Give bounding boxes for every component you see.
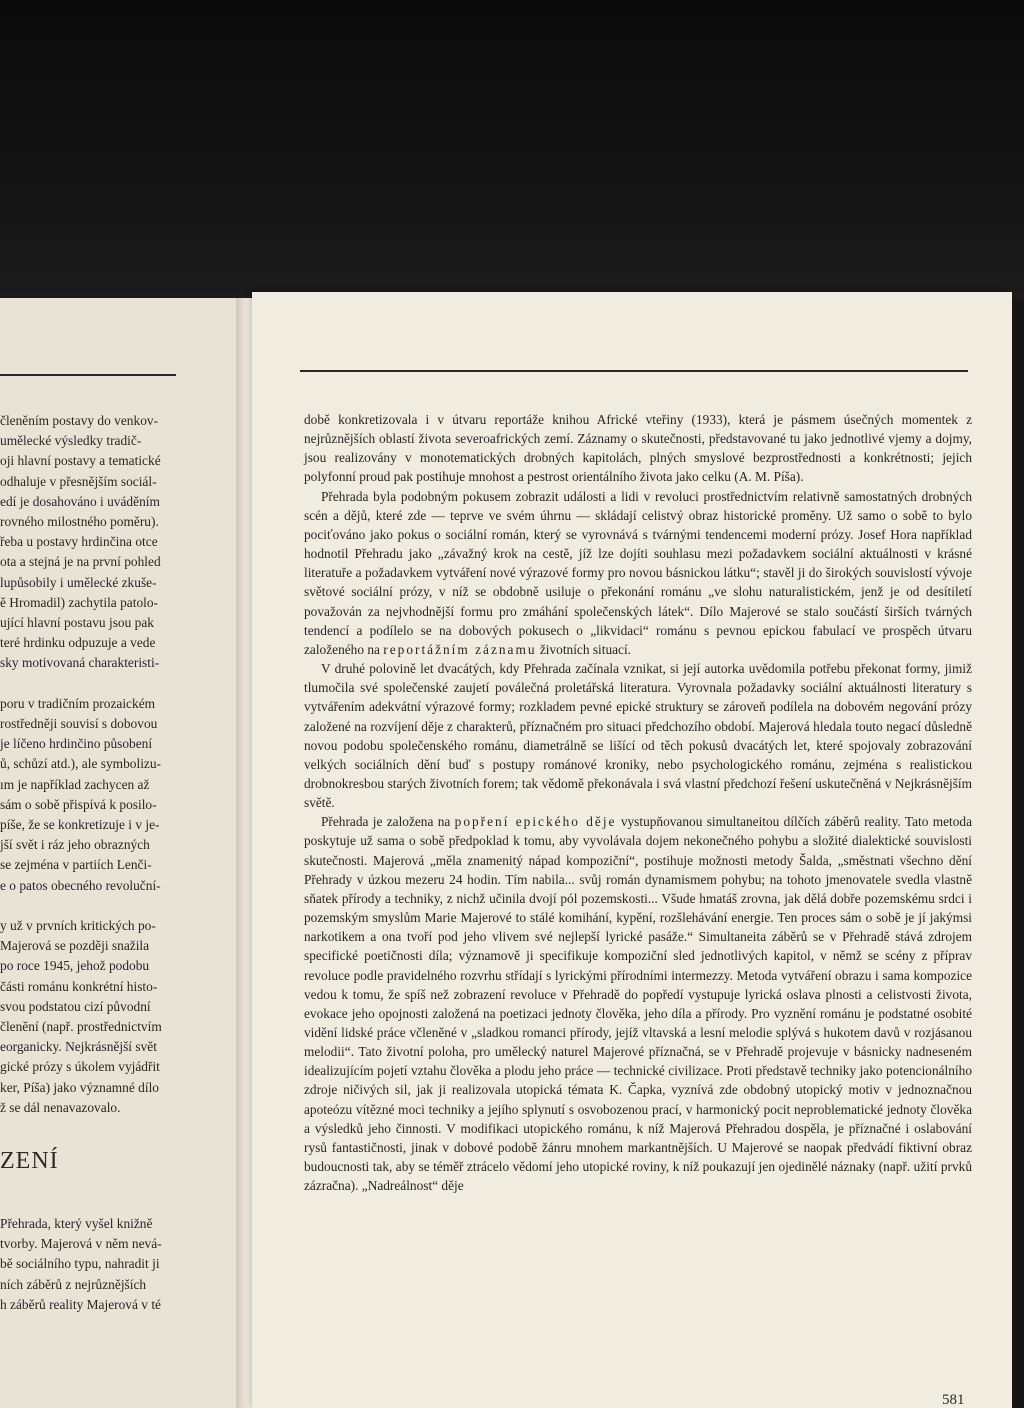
left-text-line: e o patos obecného revoluční- [0, 877, 161, 893]
left-text-line: gické prózy s úkolem vyjádřit [0, 1059, 160, 1075]
left-text-line: lupůsobily i umělecké zkuše- [0, 574, 157, 590]
left-text-line: ker, Píša) jako významné dílo [0, 1079, 159, 1095]
dark-background [0, 0, 1024, 300]
page-number: 581 [942, 1392, 965, 1408]
left-text-line: Přehrada, který vyšel knižně [0, 1216, 153, 1231]
right-page [252, 292, 1012, 1408]
left-text-line: ě Hromadil) zachytila patolo- [0, 594, 159, 610]
left-text-line: edí je dosahováno i uváděním [0, 493, 160, 509]
left-text-line: umělecké výsledky tradič- [0, 433, 142, 449]
left-text-line: části románu konkrétní histo- [0, 978, 158, 994]
left-text-line: jší svět i ráz jeho obrazných [0, 837, 150, 853]
right-top-rule [300, 370, 968, 372]
left-text-line: ım je například zachycen až [0, 776, 150, 792]
right-edge-shadow [1012, 300, 1024, 1408]
left-text-line: se zejména v partiích Lenči- [0, 857, 152, 873]
left-text-line: poru v tradičním prozaickém [0, 695, 156, 711]
left-text-line: ž se dál nenavazovalo. [0, 1099, 121, 1115]
left-text-line: ů, schůzí atd.), ale symbolizu- [0, 756, 162, 772]
left-page [0, 298, 242, 1408]
left-text-line: je líčeno hrdinčino působení [0, 736, 153, 752]
left-text-line: odhaluje v přesnějším sociál- [0, 473, 157, 489]
left-text-line: h záběrů reality Majerová v té [0, 1296, 161, 1312]
left-text-line: Majerová se později snažila [0, 938, 150, 954]
left-text-line: y už v prvních kritických po- [0, 918, 156, 933]
paragraph-4: Přehrada je založena na popření epického děje vystupňovanou simultaneitou dílčích záběrů reality. Tato metoda poskytuje už sama o sobě předpoklad k tomu, aby vyvolávala dojem nekonečného pohybu a složité dialektické souvislosti skutečnosti. Majerová „měla znamenitý nápad kompoziční“, postihuje možnosti metody Šalda, „směstnati všechno dění Přehrady v úzkou mezeru 24 hodin. Tím nabila... svůj román dynamismem pohybu; na tohoto jmenovatele svedla vlastně sňatek přírody a techniky, z nichž učinila dvojí pól pozemskosti... Všude hmatáš zrovna, jak dělá dobře pozemskému srdci i pozemským smyslům Marie Majerové to stálé komihání, kypění, rozšlehávání energie. Ten proces sám o sobě je jí jakýmsi narkotikem a ona tvoří pod jeho vlivem své nejlepší lyrické pasáže.“ Simultaneita záběrů se v Přehradě stává zdrojem specifické poetičnosti díla; významově ji specifikuje kompoziční sled jednotlivých kapitol, v němž se scény z příprav revoluce podle pravidelného rozvrhu střídají s lyrickými přírodními intermezzy. Metoda vytváření obrazu i sama kompozice vedou k tomu, že spíš než zobrazení revoluce v Přehradě do popředí vystupuje lyrická oslava plnosti a celistvosti života, evokace jeho opojnosti založená na poetizaci jednoty člověka, jeho díla a přírody. Pro vyznění románu je podstatné osobité vidění lidské práce včleněné v „sladkou romanci přírody, jejíž vltavská a lesní melodie splývá s hukotem davů v rozjásanou melodii“. Tato životní poloha, pro umělecký naturel Majerové příznačná, se v Přehradě projevuje v básnicky nadneseném idealizujícím pojetí vztahu člověka a plodu jeho práce — technické civilizace. Proti představě techniky jako potencionálního zdroje ničivých sil, jak ji realizovala utopická témata K. Čapka, vyznívá zde obdobný utopický motiv v jednoznačnou apoteózu vítězné moci techniky a jejího splynutí s osvobozenou prací, v harmonický pocit neproblematické jednoty člověka a výsledků jeho činnosti. V modifikaci utopického románu, k níž Majerová Přehradou dospěla, je příznačné i oslabování rysů fantastičnosti, jinak v dobové podobě žánru mnohem markantnějších. U Majerové se naopak předvádí fiktivní obraz budoucnosti tak, aby se téměř ztrácelo vědomí jeho utopické roviny, k níž poukazují jen ojedinělé náznaky (např. užití prvků zázračna). „Nadreálnost“ děje [304, 814, 972, 1194]
left-text-line: oji hlavní postavy a tematické [0, 453, 161, 469]
left-section-heading: ZENÍ [0, 1148, 59, 1174]
left-top-rule [0, 374, 176, 376]
left-text-line: svou podstatou cizí původní [0, 998, 151, 1014]
left-text-line: tvorby. Majerová v něm nevá- [0, 1236, 162, 1252]
left-text-line: ních záběrů z nejrůznějších [0, 1276, 147, 1292]
left-text-line: ota a stejná je na první pohled [0, 554, 161, 570]
left-text-line: píše, že se konkretizuje i v je- [0, 817, 160, 832]
left-text-line: sám o sobě přispívá k posilo- [0, 796, 157, 812]
paragraph-1: době konkretizovala i v útvaru reportáže knihou Africké vteřiny (1933), která je pásmem úsečných momentek z nejrůznějších oblastí života severoafrických zemí. Záznamy o skutečnosti, představované tu jako jednotlivé vjemy a dojmy, jsou realizovány v monotematických drobných kapitolách, plných smyslové bezprostřednosti a konkrétnosti; jejich polyfonní proud pak postihuje mnohost a pestrost orientálního života jako celku (A. M. Píša). [304, 412, 972, 485]
left-text-line: eorganicky. Nejkrásnější svět [0, 1039, 157, 1055]
left-text-line: bě sociálního typu, nahradit ji [0, 1256, 160, 1272]
main-text [304, 410, 972, 1195]
left-text-line: řeba u postavy hrdinčina otce [0, 534, 158, 550]
left-text-line: rostředněji souvisí s dobovou [0, 716, 158, 731]
paragraph-2: Přehrada byla podobným pokusem zobrazit události a lidi v revoluci prostřednictvím relativně samostatných drobných scén a dějů, které zde — teprve ve svém úhrnu — skládají celistvý obraz historické proměny. Už samo o sobě to bylo pociťováno jako pokus o sociální román, který se vyrovnává s tvárnými tendencemi moderní prózy. Josef Hora například hodnotil Přehradu jako „závažný krok na cestě, jíž lze dojíti souhlasu mezi požadavkem sociální aktuálnosti v krásné literatuře a požadavkem vytváření nové výrazové formy pro novou básnickou látku“; stavěl ji do širokých souvislostí vývoje světové sociální prózy, v níž se obdobně usiluje o překonání románu „ve slohu naturalistickém, jenž je od desítiletí považován za nejvhodnější formu pro zmáhání společenských látek“. Dílo Majerové se stalo součástí širších tvárných tendencí a podílelo se na dobových pokusech o „likvidaci“ románu s pevnou epickou fabulací ve prospěch útvaru založeného na reportážním záznamu životních situací. [304, 488, 972, 657]
left-text-line: teré hrdinku odpuzuje a vede [0, 635, 156, 651]
left-text-line: ující hlavní postavu jsou pak [0, 615, 154, 630]
left-text-line: členění (např. prostřednictvím [0, 1019, 162, 1034]
left-text-line: sky motivovaná charakteristi- [0, 655, 160, 671]
left-text-line: rovného milostného poměru). [0, 514, 159, 529]
paragraph-3: V druhé polovině let dvacátých, kdy Přehrada začínala vznikat, si její autorka uvědomila potřebu překonat formy, jimiž tlumočila své společenské zaujetí poválečná proletářská literatura. Vyrovnala požadavky sociální aktuálnosti literatury s vytvářením adekvátní výrazové formy; rozkladem pevné epické struktury se zároveň podílela na dobovém negování prózy založené na rozvíjení děje z charakterů, příznačném pro situaci předchozího období. Majerová hledala touto negací důsledně novou podobu společenského románu, diametrálně se lišící od těch pokusů dvacátých let, které spojovaly zobrazování velkých sociálních dění buď s postupy románové kroniky, nebo psychologického románu, zejména s realistickou drobnokresbou starých životních forem; tak vědomě překonávala i svá vlastní předchozí řešení uskutečněná v Nejkrásnějším světě. [304, 661, 972, 811]
left-text-line: po roce 1945, jehož podobu [0, 958, 150, 974]
left-text-line: členěním postavy do venkov- [0, 413, 159, 428]
